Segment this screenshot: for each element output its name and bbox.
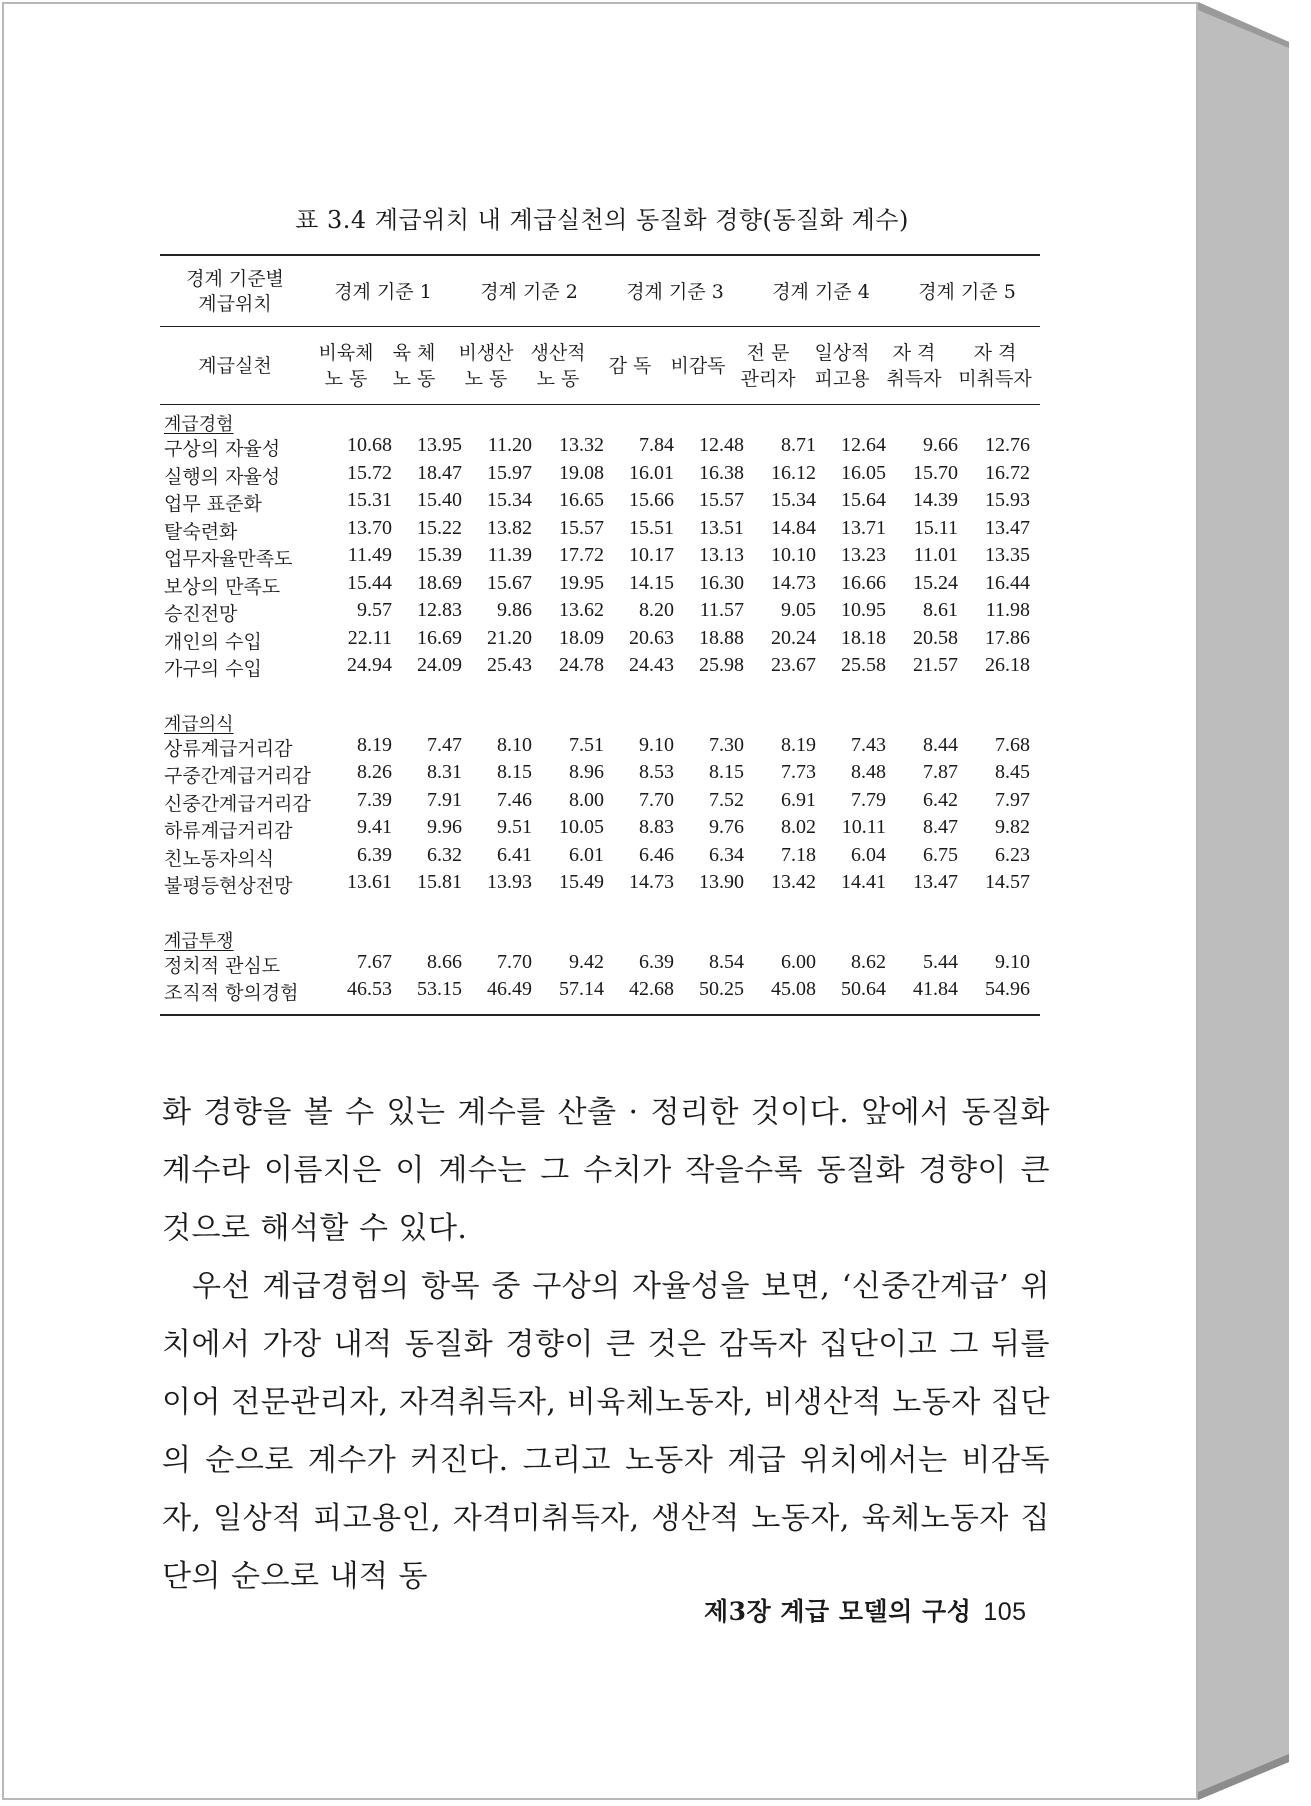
table-cell: 13.95 bbox=[417, 434, 462, 456]
table-cell: 10.11 bbox=[841, 816, 886, 838]
table-title: 표 3.4 계급위치 내 계급실천의 동질화 경향(동질화 계수) bbox=[295, 206, 909, 234]
table-cell: 6.39 bbox=[639, 950, 674, 973]
table-cell: 15.64 bbox=[841, 489, 886, 511]
column-header: 비육체 노 동 bbox=[318, 342, 374, 390]
table-cell: 20.58 bbox=[913, 626, 958, 649]
table-cell: 13.82 bbox=[487, 516, 532, 539]
column-header: 감 독 bbox=[608, 355, 652, 378]
table-cell: 6.00 bbox=[781, 950, 816, 973]
table-cell: 16.69 bbox=[417, 626, 462, 649]
table-cell: 20.24 bbox=[771, 626, 816, 649]
table-cell: 8.15 bbox=[709, 761, 744, 783]
table-cell: 9.05 bbox=[781, 599, 816, 621]
table-cell: 10.68 bbox=[347, 434, 392, 456]
table-cell: 18.69 bbox=[417, 571, 462, 594]
table-cell: 8.61 bbox=[923, 599, 958, 621]
table-cell: 24.09 bbox=[417, 654, 462, 676]
row-label: 개인의 수입 bbox=[164, 630, 262, 653]
table-cell: 8.19 bbox=[357, 733, 392, 756]
table-cell: 18.09 bbox=[559, 626, 604, 649]
table-cell: 14.73 bbox=[629, 871, 674, 893]
table-cell: 6.04 bbox=[851, 843, 886, 866]
table-cell: 18.47 bbox=[417, 461, 462, 484]
table-cell: 24.78 bbox=[559, 654, 604, 676]
table-bottom-rule bbox=[160, 1014, 1040, 1016]
group-header: 경계 기준 3 bbox=[626, 280, 724, 303]
table-cell: 13.93 bbox=[487, 871, 532, 893]
table-cell: 10.17 bbox=[629, 544, 674, 566]
table-cell: 15.39 bbox=[417, 544, 462, 566]
table-header-row-1 bbox=[160, 262, 1040, 322]
table-cell: 9.10 bbox=[639, 733, 674, 756]
table-cell: 54.96 bbox=[985, 978, 1030, 1000]
row-label: 보상의 만족도 bbox=[164, 575, 281, 598]
column-header: 전 문 관리자 bbox=[740, 342, 796, 390]
table-cell: 11.98 bbox=[985, 599, 1030, 621]
table-cell: 13.51 bbox=[699, 516, 744, 539]
table-cell: 9.66 bbox=[923, 434, 958, 456]
table-cell: 11.39 bbox=[487, 544, 532, 566]
chapter-title: 제3장 계급 모델의 구성 bbox=[704, 1597, 972, 1626]
table-row bbox=[160, 789, 1040, 817]
table-cell: 13.23 bbox=[841, 544, 886, 566]
table-cell: 15.97 bbox=[487, 461, 532, 484]
table-cell: 15.34 bbox=[487, 489, 532, 511]
table-cell: 13.42 bbox=[771, 871, 816, 893]
group-header: 경계 기준 4 bbox=[772, 280, 870, 303]
table-header-row-2 bbox=[160, 334, 1040, 400]
table-cell: 15.22 bbox=[417, 516, 462, 539]
table-cell: 8.48 bbox=[851, 761, 886, 783]
table-cell: 7.18 bbox=[781, 843, 816, 866]
page-edge-shading bbox=[1198, 2, 1289, 1800]
table-cell: 10.10 bbox=[771, 544, 816, 566]
table-cell: 8.26 bbox=[357, 761, 392, 783]
table-cell: 7.67 bbox=[357, 950, 392, 973]
table-cell: 6.23 bbox=[995, 843, 1030, 866]
table-cell: 10.05 bbox=[559, 816, 604, 838]
table-cell: 9.86 bbox=[497, 599, 532, 621]
table-cell: 12.64 bbox=[841, 434, 886, 456]
column-header: 육 체 노 동 bbox=[392, 342, 436, 390]
table-cell: 13.32 bbox=[559, 434, 604, 456]
table-cell: 8.53 bbox=[639, 761, 674, 783]
table-cell: 14.15 bbox=[629, 571, 674, 594]
table-cell: 13.90 bbox=[699, 871, 744, 893]
column-header: 비감독 bbox=[670, 355, 726, 378]
row-label: 승진전망 bbox=[164, 603, 238, 625]
table-cell: 15.31 bbox=[347, 489, 392, 511]
table-row bbox=[160, 572, 1040, 600]
body-text bbox=[162, 1084, 1050, 1606]
table-cell: 6.41 bbox=[497, 843, 532, 866]
table-cell: 16.66 bbox=[841, 571, 886, 594]
table-cell: 8.15 bbox=[497, 761, 532, 783]
table-cell: 16.05 bbox=[841, 461, 886, 484]
table-row bbox=[160, 871, 1040, 899]
table-cell: 9.41 bbox=[357, 816, 392, 838]
table-cell: 7.87 bbox=[923, 761, 958, 783]
row-label: 업무 표준화 bbox=[164, 493, 262, 515]
table-cell: 11.57 bbox=[699, 599, 744, 621]
row-label: 상류계급거리감 bbox=[164, 737, 293, 760]
table-cell: 15.81 bbox=[417, 871, 462, 893]
column-header: 자 격 미취득자 bbox=[958, 342, 1032, 390]
table-cell: 6.32 bbox=[427, 843, 462, 866]
row-label: 신중간계급거리감 bbox=[164, 792, 311, 815]
table-cell: 16.38 bbox=[699, 461, 744, 484]
table-cell: 9.76 bbox=[709, 816, 744, 838]
table-header-rule-2 bbox=[160, 404, 1040, 405]
table-cell: 7.46 bbox=[497, 788, 532, 811]
table-cell: 9.10 bbox=[995, 950, 1030, 973]
group-header: 경계 기준 1 bbox=[334, 280, 432, 303]
table-row bbox=[160, 734, 1040, 762]
table-row bbox=[160, 599, 1040, 627]
table-cell: 15.40 bbox=[417, 489, 462, 511]
table-cell: 15.66 bbox=[629, 489, 674, 511]
table-cell: 25.98 bbox=[699, 654, 744, 676]
table-row bbox=[160, 816, 1040, 844]
row-label: 구중간계급거리감 bbox=[164, 765, 311, 787]
row-label: 탈숙련화 bbox=[164, 520, 238, 543]
page-number: 105 bbox=[983, 1598, 1027, 1626]
table-cell: 21.20 bbox=[487, 626, 532, 649]
table-cell: 20.63 bbox=[629, 626, 674, 649]
table-cell: 7.73 bbox=[781, 761, 816, 783]
table-cell: 15.49 bbox=[559, 871, 604, 893]
table-cell: 25.43 bbox=[487, 654, 532, 676]
table-cell: 24.43 bbox=[629, 654, 674, 676]
table-cell: 9.42 bbox=[569, 950, 604, 973]
table-row bbox=[160, 844, 1040, 872]
table-row bbox=[160, 544, 1040, 572]
column-header: 생산적 노 동 bbox=[530, 342, 586, 390]
row-label: 가구의 수입 bbox=[164, 658, 262, 680]
table-cell: 13.71 bbox=[841, 516, 886, 539]
table-cell: 15.72 bbox=[347, 461, 392, 484]
table-cell: 6.34 bbox=[709, 843, 744, 866]
table-cell: 10.95 bbox=[841, 599, 886, 621]
table-cell: 15.67 bbox=[487, 571, 532, 594]
section-title: 계급의식 bbox=[164, 713, 234, 735]
table-cell: 22.11 bbox=[347, 626, 392, 649]
table-cell: 13.13 bbox=[699, 544, 744, 566]
table-cell: 7.91 bbox=[427, 788, 462, 811]
table-cell: 50.64 bbox=[841, 978, 886, 1000]
table-cell: 46.49 bbox=[487, 978, 532, 1000]
table-cell: 57.14 bbox=[559, 978, 604, 1000]
corner-header: 경계 기준별 계급위치 bbox=[186, 268, 284, 315]
table-cell: 5.44 bbox=[923, 950, 958, 973]
table-cell: 8.45 bbox=[995, 761, 1030, 783]
table-cell: 15.57 bbox=[699, 489, 744, 511]
table-cell: 53.15 bbox=[417, 978, 462, 1000]
table-row bbox=[160, 434, 1040, 462]
table-cell: 6.42 bbox=[923, 788, 958, 811]
table-cell: 45.08 bbox=[771, 978, 816, 1000]
table-cell: 16.72 bbox=[985, 461, 1030, 484]
table-cell: 11.49 bbox=[347, 544, 392, 566]
table-cell: 19.08 bbox=[559, 461, 604, 484]
table-cell: 42.68 bbox=[629, 978, 674, 1000]
table-cell: 25.58 bbox=[841, 654, 886, 676]
table-cell: 8.47 bbox=[923, 816, 958, 838]
table-cell: 13.47 bbox=[985, 516, 1030, 539]
table-cell: 8.00 bbox=[569, 788, 604, 811]
group-header: 경계 기준 2 bbox=[480, 280, 578, 303]
table-cell: 6.46 bbox=[639, 843, 674, 866]
column-header: 자 격 취득자 bbox=[886, 342, 942, 390]
table-cell: 23.67 bbox=[771, 654, 816, 676]
table-cell: 7.84 bbox=[639, 434, 674, 456]
table-cell: 8.96 bbox=[569, 761, 604, 783]
row-label: 조직적 항의경험 bbox=[164, 982, 299, 1004]
table-cell: 18.18 bbox=[841, 626, 886, 649]
table-row bbox=[160, 489, 1040, 517]
table-cell: 16.65 bbox=[559, 489, 604, 511]
group-header: 경계 기준 5 bbox=[918, 280, 1016, 303]
table-row bbox=[160, 761, 1040, 789]
table-cell: 7.52 bbox=[709, 788, 744, 811]
table-cell: 13.70 bbox=[347, 516, 392, 539]
table-cell: 8.02 bbox=[781, 816, 816, 838]
row-label: 업무자율만족도 bbox=[164, 548, 293, 570]
book-page bbox=[2, 2, 1198, 1800]
row-label: 하류계급거리감 bbox=[164, 820, 293, 842]
table-cell: 15.57 bbox=[559, 516, 604, 539]
table-cell: 8.66 bbox=[427, 950, 462, 973]
table-cell: 12.76 bbox=[985, 434, 1030, 456]
table-cell: 15.70 bbox=[913, 461, 958, 484]
table-cell: 9.82 bbox=[995, 816, 1030, 838]
page-footer bbox=[704, 1592, 1027, 1628]
practice-header: 계급실천 bbox=[198, 355, 272, 378]
table-cell: 9.96 bbox=[427, 816, 462, 838]
table-cell: 17.86 bbox=[985, 626, 1030, 649]
section-title: 계급경험 bbox=[164, 414, 234, 435]
table-cell: 7.47 bbox=[427, 733, 462, 756]
table-cell: 14.41 bbox=[841, 871, 886, 893]
table-cell: 7.30 bbox=[709, 733, 744, 756]
table-cell: 6.39 bbox=[357, 843, 392, 866]
table-cell: 26.18 bbox=[985, 654, 1030, 676]
row-label: 구상의 자율성 bbox=[164, 438, 281, 460]
table-cell: 13.47 bbox=[913, 871, 958, 893]
table-cell: 8.10 bbox=[497, 733, 532, 756]
table-cell: 18.88 bbox=[699, 626, 744, 649]
table-cell: 15.51 bbox=[629, 516, 674, 539]
table-cell: 15.93 bbox=[985, 489, 1030, 511]
table-cell: 8.62 bbox=[851, 950, 886, 973]
table-cell: 16.01 bbox=[629, 461, 674, 484]
table-row bbox=[160, 517, 1040, 545]
table-cell: 14.57 bbox=[985, 871, 1030, 893]
table-cell: 8.54 bbox=[709, 950, 744, 973]
table-cell: 7.68 bbox=[995, 733, 1030, 756]
table-cell: 15.11 bbox=[913, 516, 958, 539]
table-cell: 8.83 bbox=[639, 816, 674, 838]
table-cell: 6.01 bbox=[569, 843, 604, 866]
table-cell: 16.44 bbox=[985, 571, 1030, 594]
row-label: 실행의 자율성 bbox=[164, 465, 281, 488]
table-header-rule-1 bbox=[160, 326, 1040, 327]
table-cell: 8.20 bbox=[639, 599, 674, 621]
paragraph-1: 화 경향을 볼 수 있는 계수를 산출 · 정리한 것이다. 앞에서 동질화 계수라 이름지은 이 계수는 그 수치가 작을수록 동질화 경향이 큰 것으로 해석할 수 있다. bbox=[162, 1095, 1050, 1246]
table-cell: 15.34 bbox=[771, 489, 816, 511]
table-row bbox=[160, 978, 1040, 1006]
table-cell: 41.84 bbox=[913, 978, 958, 1000]
table-cell: 12.83 bbox=[417, 599, 462, 621]
table-cell: 12.48 bbox=[699, 434, 744, 456]
table-cell: 6.91 bbox=[781, 788, 816, 811]
table-cell: 16.30 bbox=[699, 571, 744, 594]
row-label: 친노동자의식 bbox=[164, 847, 275, 870]
table-cell: 46.53 bbox=[347, 978, 392, 1000]
table-cell: 8.19 bbox=[781, 733, 816, 756]
table-cell: 7.70 bbox=[639, 788, 674, 811]
table-cell: 13.35 bbox=[985, 544, 1030, 566]
table-cell: 7.79 bbox=[851, 788, 886, 811]
table-cell: 8.31 bbox=[427, 761, 462, 783]
table-cell: 9.57 bbox=[357, 599, 392, 621]
table-cell: 7.70 bbox=[497, 950, 532, 973]
paragraph-2: 우선 계급경험의 항목 중 구상의 자율성을 보면, ‘신중간계급’ 위치에서 가장 내적 동질화 경향이 큰 것은 감독자 집단이고 그 뒤를 이어 전문관리자, 자격취득자, 비육체노동자, 비생산적 노동자 집단의 순으로 계수가 커진다. 그리고 노동자 계급 위치에서는 비감독자, 일상적 피고용인, 자격미취득자, 생산적 노동자, 육체노동자 집단의 순으로 내적 동 bbox=[162, 1269, 1050, 1594]
row-label: 정치적 관심도 bbox=[164, 954, 281, 977]
table-cell: 9.51 bbox=[497, 816, 532, 838]
table-cell: 11.01 bbox=[913, 544, 958, 566]
table-row bbox=[160, 654, 1040, 682]
table-cell: 14.39 bbox=[913, 489, 958, 511]
table-cell: 15.24 bbox=[913, 571, 958, 594]
table-cell: 7.43 bbox=[851, 733, 886, 756]
table-cell: 50.25 bbox=[699, 978, 744, 1000]
table-cell: 7.39 bbox=[357, 788, 392, 811]
table-row bbox=[160, 627, 1040, 655]
column-header: 일상적 피고용 bbox=[814, 342, 870, 390]
column-header: 비생산 노 동 bbox=[458, 342, 514, 390]
table-cell: 11.20 bbox=[487, 434, 532, 456]
table-row bbox=[160, 951, 1040, 979]
table-cell: 7.51 bbox=[569, 733, 604, 756]
table-cell: 16.12 bbox=[771, 461, 816, 484]
table-cell: 8.71 bbox=[781, 434, 816, 456]
table-cell: 7.97 bbox=[995, 788, 1030, 811]
table-cell: 21.57 bbox=[913, 654, 958, 676]
table-cell: 13.62 bbox=[559, 599, 604, 621]
section-title: 계급투쟁 bbox=[164, 930, 234, 952]
table-cell: 17.72 bbox=[559, 544, 604, 566]
table-cell: 13.61 bbox=[347, 871, 392, 893]
table-cell: 6.75 bbox=[923, 843, 958, 866]
table-top-rule bbox=[160, 254, 1040, 256]
table-cell: 8.44 bbox=[923, 733, 958, 756]
table-cell: 14.84 bbox=[771, 516, 816, 539]
row-label: 불평등현상전망 bbox=[164, 875, 293, 897]
table-cell: 15.44 bbox=[347, 571, 392, 594]
table-cell: 14.73 bbox=[771, 571, 816, 594]
table-cell: 19.95 bbox=[559, 571, 604, 594]
table-row bbox=[160, 462, 1040, 490]
table-cell: 24.94 bbox=[347, 654, 392, 676]
